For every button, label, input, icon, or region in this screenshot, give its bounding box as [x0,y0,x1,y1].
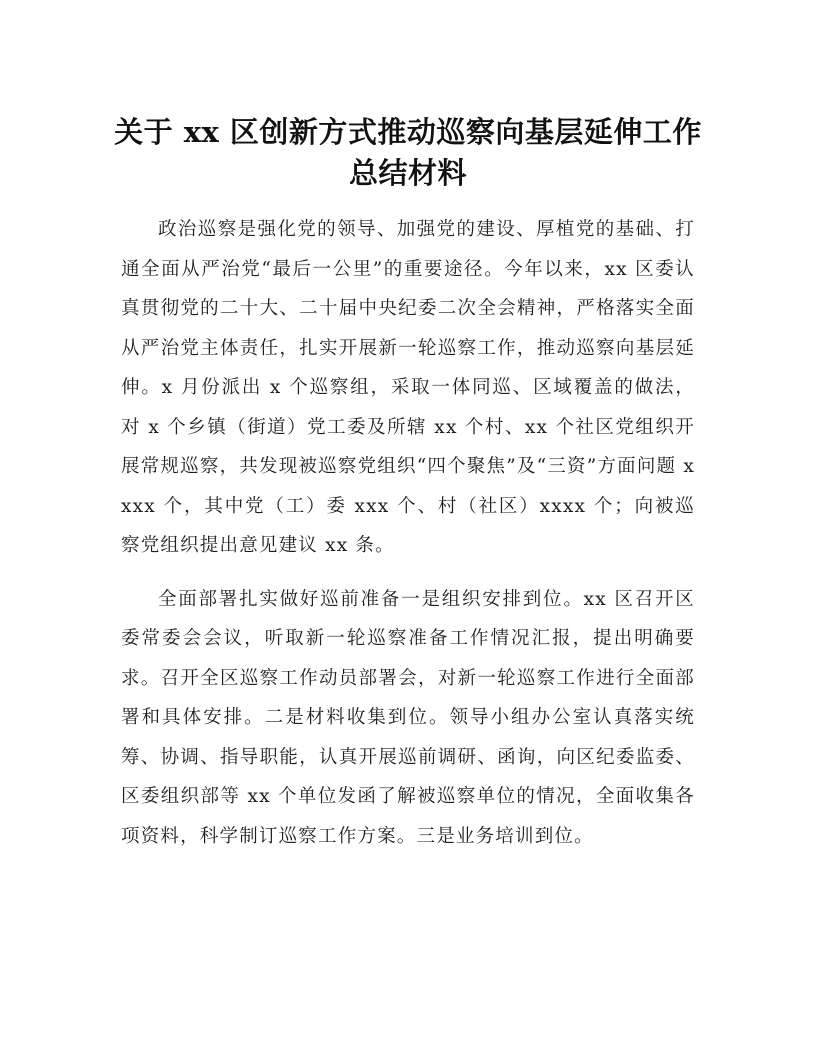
document-body [121,210,695,870]
paragraph-deployment: 全面部署扎实做好巡前准备一是组织安排到位。xx 区召开区委常委会会议，听取新一轮巡察准备工作情况汇报，提出明确要求。召开全区巡察工作动员部署会，对新一轮巡察工作进行全面部署和具体安排。二是材料收集到位。领导小组办公室认真落实统筹、协调、指导职能，认真开展巡前调研、函询，向区纪委监委、区委组织部等 xx 个单位发函了解被巡察单位的情况，全面收集各项资料，科学制订巡察工作方案。三是业务培训到位。 [121,588,695,847]
title-line-2: 总结材料 [348,156,467,190]
document-title [110,112,706,194]
paragraph-intro: 政治巡察是强化党的领导、加强党的建设、厚植党的基础、打通全面从严治党“最后一公里”的重要途径。今年以来，xx 区委认真贯彻党的二十大、二十届中央纪委二次全会精神，严格落实全面从严治党主体责任，扎实开展新一轮巡察工作，推动巡察向基层延伸。x 月份派出 x 个巡察组，采取一体同巡、区域覆盖的做法，对 x 个乡镇（街道）党工委及所辖 xx 个村、xx 个社区党组织开展常规巡察，共发现被巡察党组织“四个聚焦”及“三资”方面问题 xxxx 个，其中党（工）委 xxx 个、村（社区）xxxx 个；向被巡察党组织提出意见建议 xx 条。 [121,219,695,556]
title-line-1: 关于 xx 区创新方式推动巡察向基层延伸工作 [114,115,702,149]
